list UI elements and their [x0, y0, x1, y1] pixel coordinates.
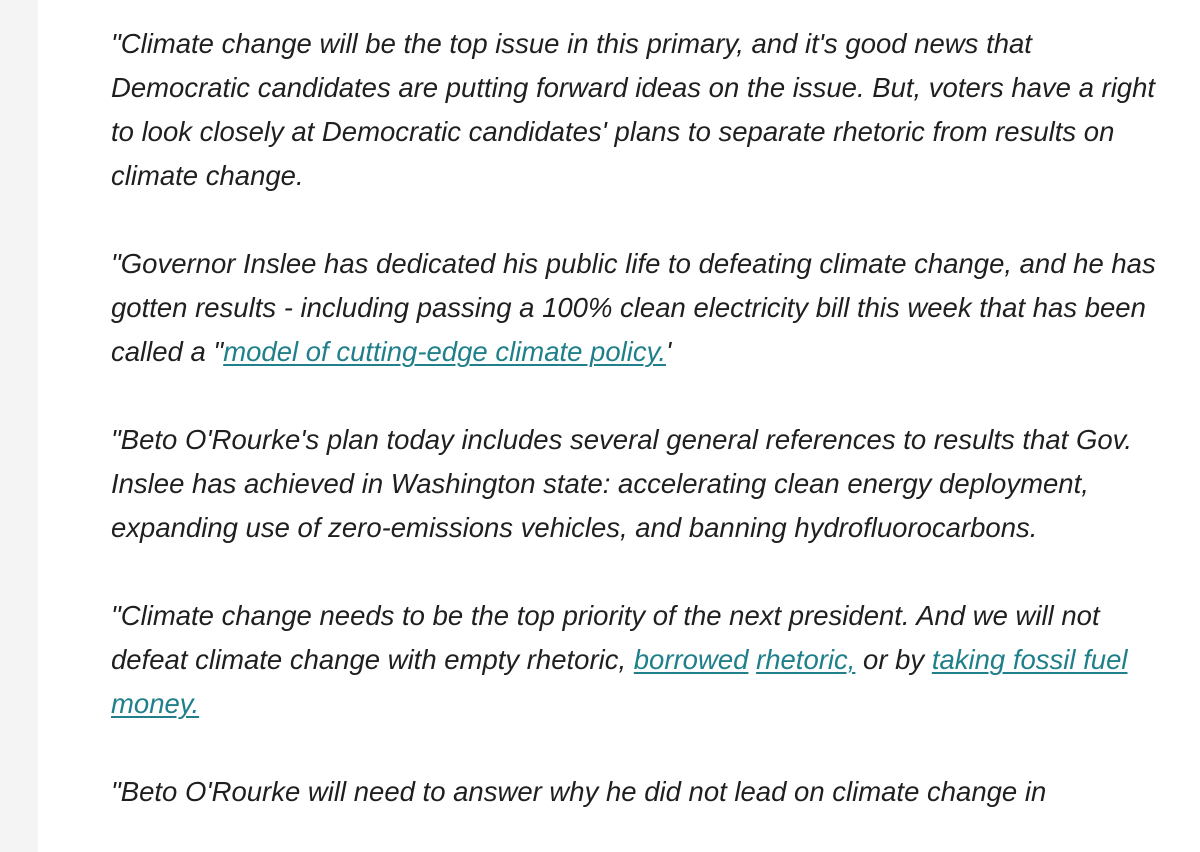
paragraph-2-text: "Governor Inslee has dedicated his public life to defeating climate change, and he has gotten results - including passing a 100% clean electricity bill this week that has been called a " [111, 248, 1156, 367]
paragraph-4-space [748, 644, 756, 675]
paragraph-4-middle-text: or by [855, 644, 932, 675]
paragraph-4 [111, 594, 1171, 726]
paragraph-3-text: "Beto O'Rourke's plan today includes several general references to results that Gov. Inslee has achieved in Washington state: accelerating clean energy deployment, expanding use of zero-emissions vehicles, and banning hydrofluorocarbons. [111, 424, 1132, 543]
paragraph-3 [111, 418, 1171, 550]
paragraph-5 [111, 770, 1171, 814]
paragraph-4-text: "Climate change needs to be the top priority of the next president. And we will not defeat climate change with empty rhetoric, [111, 600, 1100, 675]
fossil-fuel-money-link[interactable]: taking fossil fuel money. [111, 644, 1128, 719]
paragraph-5-text: "Beto O'Rourke will need to answer why he did not lead on climate change in [111, 776, 1047, 807]
email-body [38, 0, 1200, 852]
statement-content [111, 22, 1171, 852]
rhetoric-link[interactable]: rhetoric, [756, 644, 856, 675]
paragraph-1-text: "Climate change will be the top issue in this primary, and it's good news that Democratic candidates are putting forward ideas on the issue. But, voters have a right to look closely at Democratic candidates' plans to separate rhetoric from results on climate change. [111, 28, 1156, 191]
paragraph-2-closing-quote: ' [665, 336, 672, 367]
paragraph-2 [111, 242, 1171, 374]
borrowed-link[interactable]: borrowed [633, 644, 749, 675]
climate-policy-link[interactable]: model of cutting-edge climate policy. [223, 336, 666, 367]
paragraph-1 [111, 22, 1171, 198]
